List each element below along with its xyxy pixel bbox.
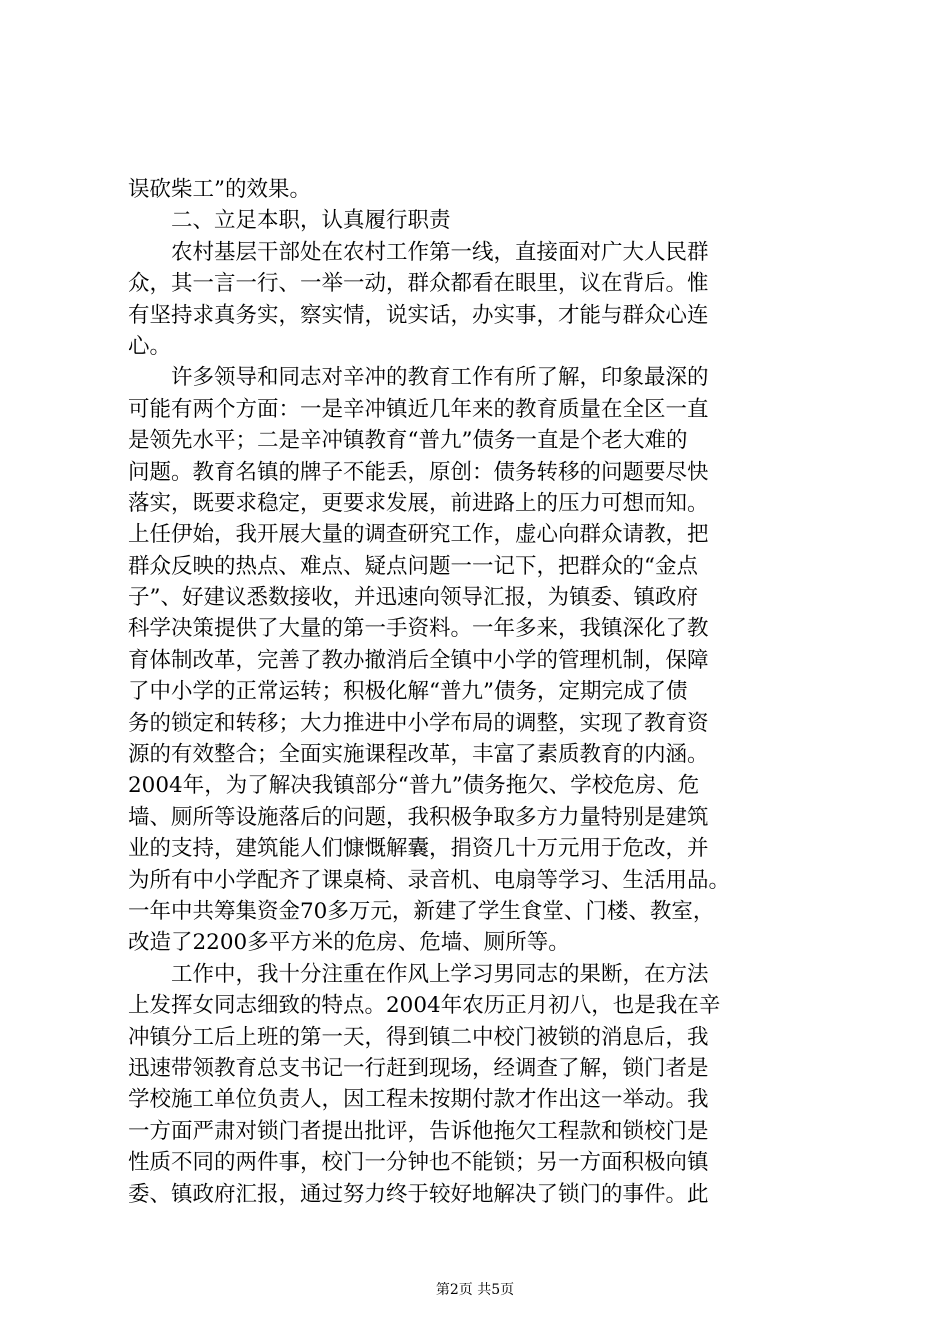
- text-line: 育体制改革，完善了教办撤消后全镇中小学的管理机制，保障: [128, 647, 709, 673]
- text-line: 问题。教育名镇的牌子不能丢，原创：债务转移的问题要尽快: [128, 459, 709, 485]
- text-line: 2004年，为了解决我镇部分“普九”债务拖欠、学校危房、危: [128, 773, 700, 799]
- text-line: 众，其一言一行、一举一动，群众都看在眼里，议在背后。惟: [128, 271, 709, 297]
- text-line: 误砍柴工”的效果。: [128, 177, 311, 202]
- text-line: 二、立足本职，认真履行职责: [128, 208, 451, 234]
- text-line: 性质不同的两件事，校门一分钟也不能锁；另一方面积极向镇: [128, 1150, 709, 1176]
- text-line: 上任伊始，我开展大量的调查研究工作，虚心向群众请教，把: [128, 522, 709, 548]
- text-line: 科学决策提供了大量的第一手资料。一年多来，我镇深化了教: [128, 616, 709, 642]
- text-line: 业的支持，建筑能人们慷慨解囊，捐资几十万元用于危改，并: [128, 836, 709, 862]
- text-line: 许多领导和同志对辛冲的教育工作有所了解，印象最深的: [128, 365, 709, 391]
- text-line: 墙、厕所等设施落后的问题，我积极争取多方力量特别是建筑: [128, 804, 709, 830]
- text-line: 是领先水平；二是辛冲镇教育“普九”债务一直是个老大难的: [128, 428, 688, 454]
- text-line: 工作中，我十分注重在作风上学习男同志的果断，在方法: [128, 961, 709, 987]
- text-line: 委、镇政府汇报，通过努力终于较好地解决了锁门的事件。此: [128, 1181, 709, 1207]
- text-line: 迅速带领教育总支书记一行赶到现场，经调查了解，锁门者是: [128, 1055, 709, 1081]
- text-line: 落实，既要求稳定，更要求发展，前进路上的压力可想而知。: [128, 490, 709, 516]
- text-line: 务的锁定和转移；大力推进中小学布局的调整，实现了教育资: [128, 710, 709, 736]
- text-line: 了中小学的正常运转；积极化解“普九”债务，定期完成了债: [128, 679, 688, 705]
- text-line: 农村基层干部处在农村工作第一线，直接面对广大人民群: [128, 239, 709, 265]
- text-line: 改造了2200多平方米的危房、危墙、厕所等。: [128, 930, 570, 956]
- text-line: 冲镇分工后上班的第一天，得到镇二中校门被锁的消息后，我: [128, 1024, 709, 1050]
- text-line: 心。: [128, 333, 172, 359]
- text-line: 可能有两个方面：一是辛冲镇近几年来的教育质量在全区一直: [128, 396, 709, 422]
- text-line: 一方面严肃对锁门者提出批评，告诉他拖欠工程款和锁校门是: [128, 1118, 709, 1144]
- text-line: 为所有中小学配齐了课桌椅、录音机、电扇等学习、生活用品。: [128, 867, 731, 893]
- page-footer: 第2页 共5页: [435, 1282, 515, 1298]
- text-line: 上发挥女同志细致的特点。2004年农历正月初八，也是我在辛: [128, 993, 721, 1019]
- text-line: 一年中共筹集资金70多万元，新建了学生食堂、门楼、教室，: [128, 898, 715, 924]
- body-text: [128, 174, 828, 1210]
- text-line: 子”、好建议悉数接收，并迅速向领导汇报，为镇委、镇政府: [128, 585, 698, 611]
- text-line: 学校施工单位负责人，因工程未按期付款才作出这一举动。我: [128, 1087, 709, 1113]
- text-line: 有坚持求真务实，察实情，说实话，办实事，才能与群众心连: [128, 302, 709, 328]
- text-line: 群众反映的热点、难点、疑点问题一一记下，把群众的“金点: [128, 553, 698, 579]
- text-line: 源的有效整合；全面实施课程改革，丰富了素质教育的内涵。: [128, 742, 709, 768]
